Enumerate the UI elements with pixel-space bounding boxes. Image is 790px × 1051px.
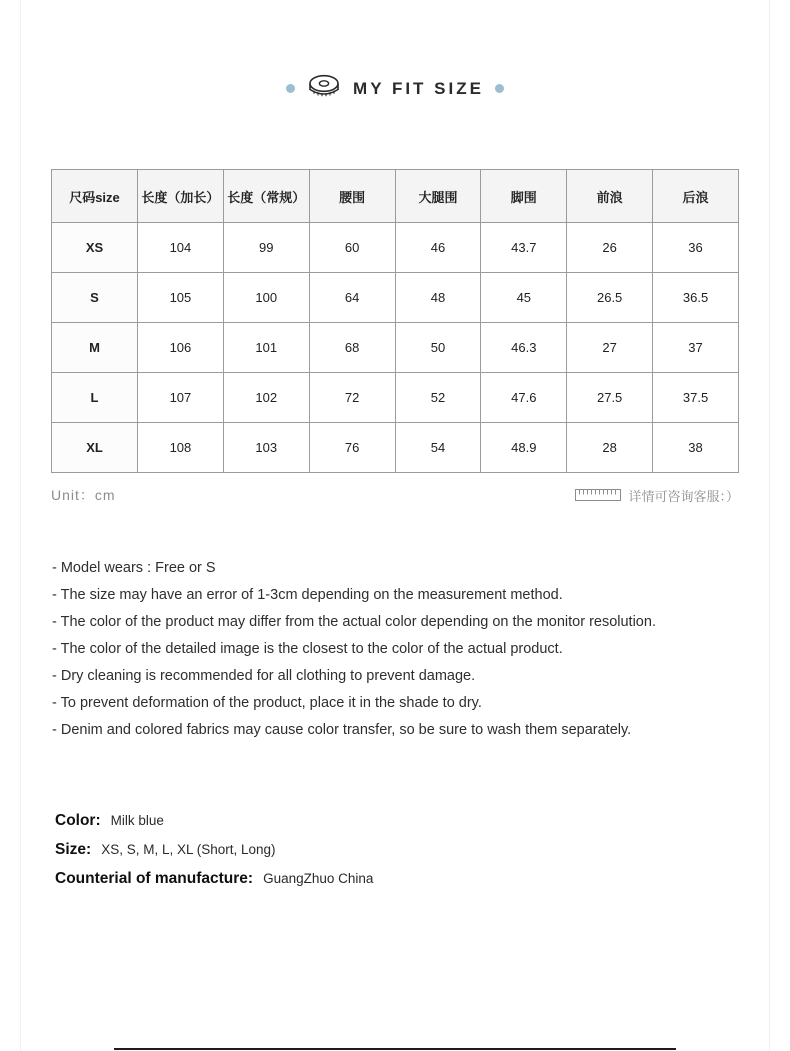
table-cell: 38 (653, 423, 739, 473)
detail-label: Counterial of manufacture: (55, 870, 254, 887)
table-cell: 60 (309, 223, 395, 273)
table-cell: 27 (567, 323, 653, 373)
table-cell: 48.9 (481, 423, 567, 473)
ruler-icon (575, 489, 621, 501)
table-cell: 54 (395, 423, 481, 473)
table-header-cell: 前浪 (567, 170, 653, 223)
table-row (52, 223, 739, 273)
table-header-cell: 尺码size (52, 170, 138, 223)
table-cell: 46 (395, 223, 481, 273)
detail-value: XS, S, M, L, XL (Short, Long) (101, 842, 276, 857)
table-row (52, 373, 739, 423)
table-cell: 104 (138, 223, 224, 273)
table-row (52, 273, 739, 323)
table-cell: 26 (567, 223, 653, 273)
table-header-cell: 后浪 (653, 170, 739, 223)
page-header (0, 0, 790, 101)
detail-line (55, 841, 790, 859)
note-item: - The size may have an error of 1-3cm depending on the measurement method. (52, 587, 563, 603)
table-meta-row (51, 485, 739, 505)
detail-label: Size: (55, 841, 92, 858)
unit-label: Unit：cm (51, 487, 116, 503)
table-header-cell: 腰围 (309, 170, 395, 223)
left-border-line (20, 0, 21, 1051)
table-body (52, 223, 739, 473)
size-label-cell: XS (52, 223, 138, 273)
size-table (51, 169, 739, 473)
table-cell: 68 (309, 323, 395, 373)
tape-measure-icon (306, 74, 342, 101)
table-cell: 76 (309, 423, 395, 473)
table-cell: 107 (138, 373, 224, 423)
note-item: - Denim and colored fabrics may cause color transfer, so be sure to wash them separately. (52, 722, 632, 738)
table-cell: 48 (395, 273, 481, 323)
table-cell: 64 (309, 273, 395, 323)
table-cell: 26.5 (567, 273, 653, 323)
note-item: - The color of the detailed image is the closest to the color of the actual product. (52, 641, 563, 657)
table-row (52, 423, 739, 473)
table-cell: 103 (223, 423, 309, 473)
accent-dot-left (286, 84, 295, 93)
service-note (575, 486, 739, 505)
size-label-cell: S (52, 273, 138, 323)
table-cell: 43.7 (481, 223, 567, 273)
note-item: - To prevent deformation of the product, place it in the shade to dry. (52, 695, 482, 711)
table-cell: 37.5 (653, 373, 739, 423)
table-header-row (52, 170, 739, 223)
bottom-divider-line (114, 1048, 676, 1050)
note-item: - Dry cleaning is recommended for all clothing to prevent damage. (52, 668, 476, 684)
table-cell: 106 (138, 323, 224, 373)
table-cell: 37 (653, 323, 739, 373)
product-details (55, 812, 790, 888)
table-cell: 52 (395, 373, 481, 423)
table-cell: 50 (395, 323, 481, 373)
size-label-cell: XL (52, 423, 138, 473)
detail-label: Color: (55, 812, 101, 829)
table-cell: 27.5 (567, 373, 653, 423)
right-border-line (769, 0, 770, 1051)
table-cell: 45 (481, 273, 567, 323)
detail-value: Milk blue (110, 813, 164, 828)
table-cell: 47.6 (481, 373, 567, 423)
detail-line (55, 812, 790, 830)
notes-list (52, 555, 790, 744)
table-cell: 99 (223, 223, 309, 273)
table-header-cell: 大腿围 (395, 170, 481, 223)
table-cell: 101 (223, 323, 309, 373)
detail-value: GuangZhuo China (263, 871, 374, 886)
table-header-cell: 长度（加长） (138, 170, 224, 223)
detail-line (55, 870, 790, 888)
table-row (52, 323, 739, 373)
table-cell: 108 (138, 423, 224, 473)
table-cell: 105 (138, 273, 224, 323)
table-cell: 28 (567, 423, 653, 473)
note-item: - Model wears : Free or S (52, 560, 216, 576)
size-label-cell: M (52, 323, 138, 373)
table-cell: 46.3 (481, 323, 567, 373)
page-title: MY FIT SIZE (353, 78, 484, 98)
note-item: - The color of the product may differ from the actual color depending on the monitor resolution. (52, 614, 656, 630)
service-note-text: 详情可咨询客服：） (628, 488, 739, 504)
table-header-cell: 长度（常规） (223, 170, 309, 223)
table-cell: 100 (223, 273, 309, 323)
table-cell: 36 (653, 223, 739, 273)
size-label-cell: L (52, 373, 138, 423)
table-cell: 72 (309, 373, 395, 423)
table-cell: 102 (223, 373, 309, 423)
table-cell: 36.5 (653, 273, 739, 323)
table-header-cell: 脚围 (481, 170, 567, 223)
accent-dot-right (495, 84, 504, 93)
